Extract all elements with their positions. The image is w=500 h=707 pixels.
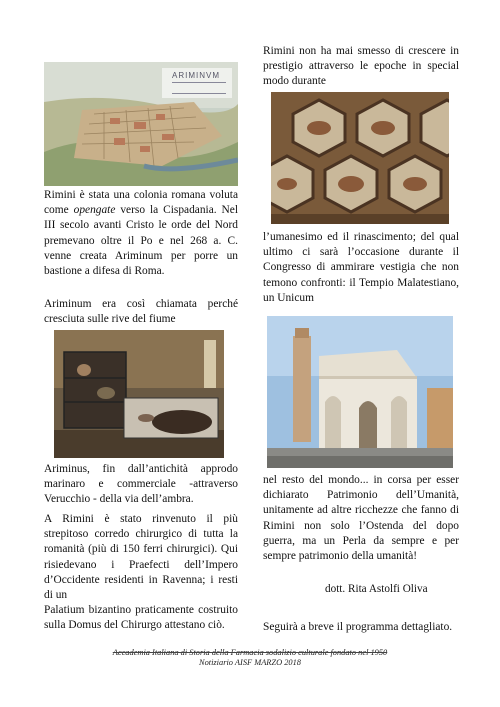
author-signature: dott. Rita Astolfi Oliva <box>325 583 428 595</box>
ariminum-reconstruction-image <box>44 62 238 186</box>
right-paragraph-4: Seguirà a breve il programma dettagliato. <box>263 621 453 633</box>
right-paragraph-3: nel resto del mondo... in corsa per esser dichiarato Patrimonio dell’Umanità, unitamente ad altre ricchezze che fanno di Rimini non solo l’Ostenda del dopo guerra, ma un Perla da sempre e per sempre patrimonio della umanità! <box>263 474 459 563</box>
museum-display-image <box>54 330 224 458</box>
page-footer <box>0 648 500 668</box>
tempio-malatestiano-image <box>267 316 453 468</box>
opengate-word: opengate <box>73 204 116 217</box>
left-paragraph-1: Rimini è stata una colonia romana voluta come opengate verso la Cispadania. Nel III secolo avanti Cristo le orde del Nord premevano oltre il Po e nel 268 a. C. venne creata Ariminum per porre un bastione a difesa di Roma. <box>44 189 238 278</box>
ariminum-logo-lines <box>172 82 226 94</box>
left-paragraph-5: Palatium bizantino praticamente costruito sulla Domus del Chirurgo attestano ciò. <box>44 604 238 632</box>
footer-line-1: Accademia Italiana di Storia della Farmacia sodalizio culturale fondato nel 1950 <box>112 648 388 657</box>
left-paragraph-3: Ariminus, fin dall’antichità approdo marinaro e commerciale -attraverso Verucchio - della via dell’ambra. <box>44 463 238 506</box>
right-paragraph-2: l’umanesimo ed il rinascimento; del qual ultimo ci sarà l’occasione durante il Congresso di ammirare vestigia che non temono confronti: il Tempio Malatestiano, un Unicum <box>263 231 459 304</box>
left-paragraph-2: Ariminum era così chiamata perché cresciuta sulle rive del fiume <box>44 298 238 326</box>
roman-mosaic-image <box>271 92 449 224</box>
left-paragraph-4: A Rimini è stato rinvenuto il più strepitoso corredo chirurgico di tutta la romanità (più di 150 ferri chirurgici). Qui risiedevano i Praefecti dell’Impero d’Occidente residenti in Ravenna; i resti di un <box>44 513 238 602</box>
right-paragraph-1: Rimini non ha mai smesso di crescere in prestigio attraverso le epoche in special modo durante <box>263 45 459 88</box>
ariminum-logo-text: ARIMINVM <box>172 71 220 80</box>
footer-line-2: Notiziario AISF MARZO 2018 <box>199 658 301 667</box>
